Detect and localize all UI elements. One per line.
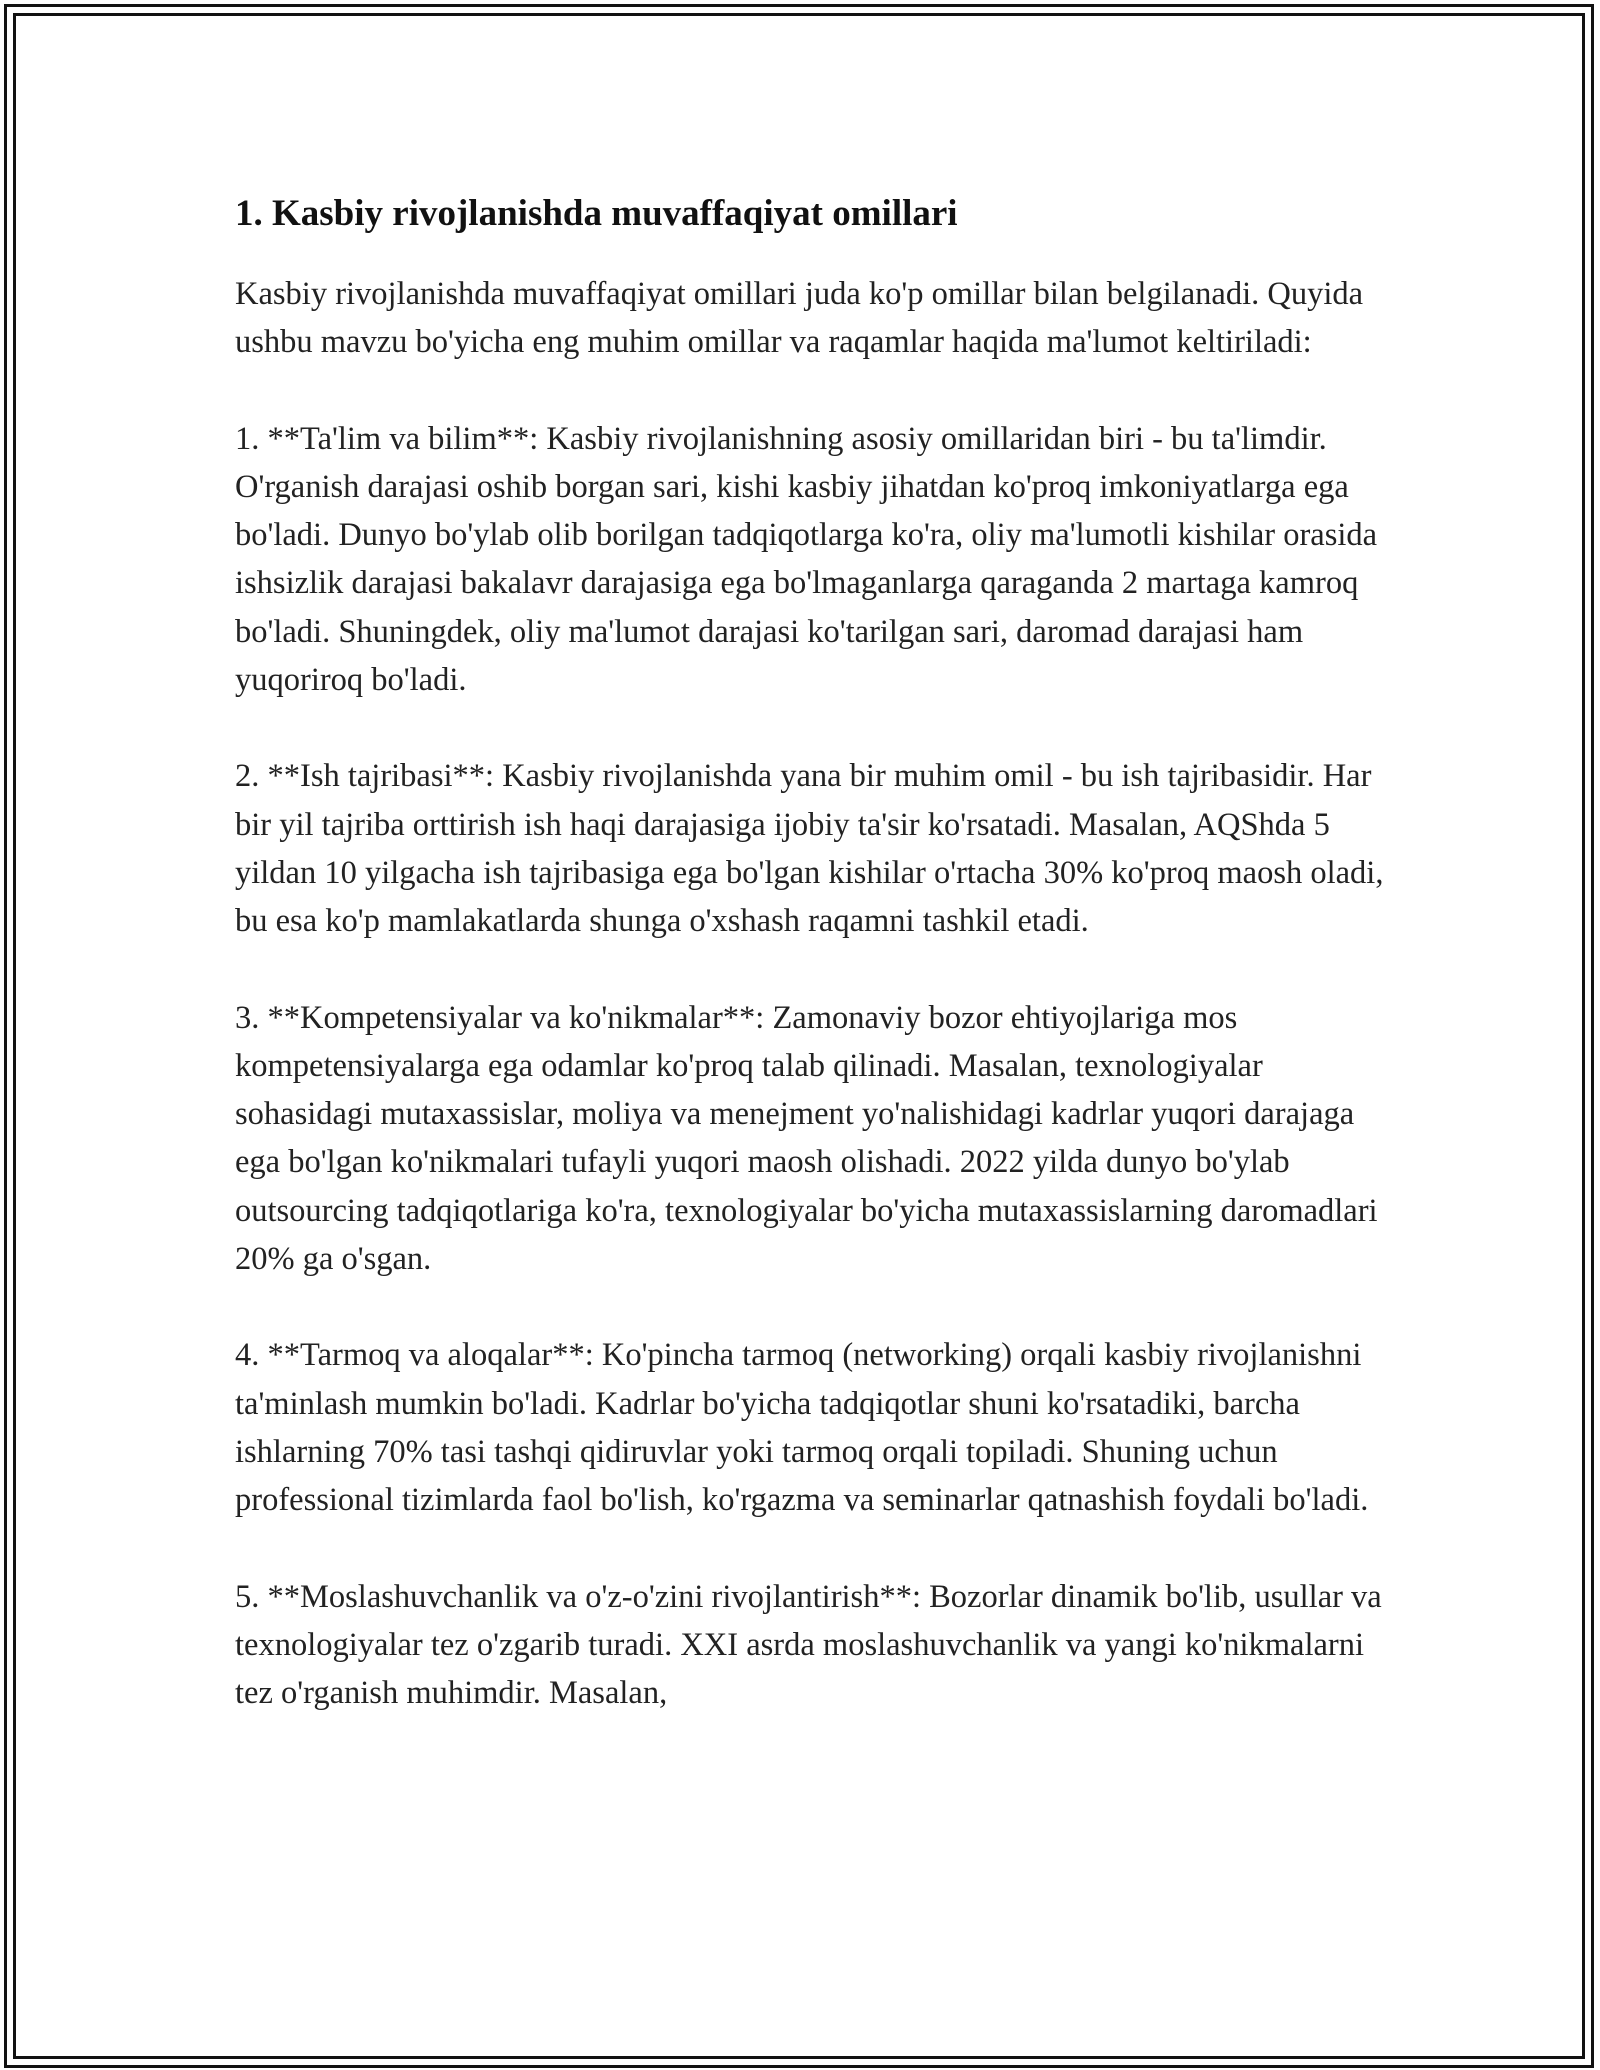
list-item-work-experience: 2. **Ish tajribasi**: Kasbiy rivojlanishda yana bir muhim omil - bu ish tajribasidir. Har bir yil tajriba orttirish ish haqi darajasiga ijobiy ta'sir ko'rsatadi. Masalan, AQShda 5 yildan 10 yilgacha ish tajribasiga ega bo'lgan kishilar o'rtacha 30% ko'proq maosh oladi, bu esa ko'p mamlakatlarda shunga o'xshash raqamni tashkil etadi. <box>235 758 1384 940</box>
intro-paragraph: Kasbiy rivojlanishda muvaffaqiyat omillari juda ko'p omillar bilan belgilanadi. Quyida ushbu mavzu bo'yicha eng muhim omillar va raqamlar haqida ma'lumot keltiriladi: <box>235 276 1364 361</box>
document-body <box>235 190 1395 1765</box>
list-item-education: 1. **Ta'lim va bilim**: Kasbiy rivojlanishning asosiy omillaridan biri - bu ta'limdir. O'rganish darajasi oshib borgan sari, kishi kasbiy jihatdan ko'proq imkoniyatlarga ega bo'ladi. Dunyo bo'ylab olib borilgan tadqiqotlarga ko'ra, oliy ma'lumotli kishilar orasida ishsizlik darajasi bakalavr darajasiga ega bo'lmaganlarga qaraganda 2 martaga kamroq bo'ladi. Shuningdek, oliy ma'lumot darajasi ko'tarilgan sari, daromad darajasi ham yuqoriroq bo'ladi. <box>235 420 1378 699</box>
list-item-networking: 4. **Tarmoq va aloqalar**: Ko'pincha tarmoq (networking) orqali kasbiy rivojlanishni ta'minlash mumkin bo'ladi. Kadrlar bo'yicha tadqiqotlar shuni ko'rsatadiki, barcha ishlarning 70% tasi tashqi qidiruvlar yoki tarmoq orqali topiladi. Shuning uchun professional tizimlarda faol bo'lish, ko'rgazma va seminarlar qatnashish foydali bo'ladi. <box>235 1337 1369 1519</box>
list-item-adaptability: 5. **Moslashuvchanlik va o'z-o'zini rivojlantirish**: Bozorlar dinamik bo'lib, usullar va texnologiyalar tez o'zgarib turadi. XXI asrda moslashuvchanlik va yangi ko'nikmalarni tez o'rganish muhimdir. Masalan, <box>235 1578 1382 1712</box>
section-heading: 1. Kasbiy rivojlanishda muvaffaqiyat omillari <box>235 193 958 234</box>
list-item-competencies: 3. **Kompetensiyalar va ko'nikmalar**: Zamonaviy bozor ehtiyojlariga mos kompetensiyalarga ega odamlar ko'proq talab qilinadi. Masalan, texnologiyalar sohasidagi mutaxassislar, moliya va menejment yo'nalishidagi kadrlar yuqori darajaga ega bo'lgan ko'nikmalari tufayli yuqori maosh olishadi. 2022 yilda dunyo bo'ylab outsourcing tadqiqotlariga ko'ra, texnologiyalar bo'yicha mutaxassislarning daromadlari 20% ga o'sgan. <box>235 999 1378 1278</box>
